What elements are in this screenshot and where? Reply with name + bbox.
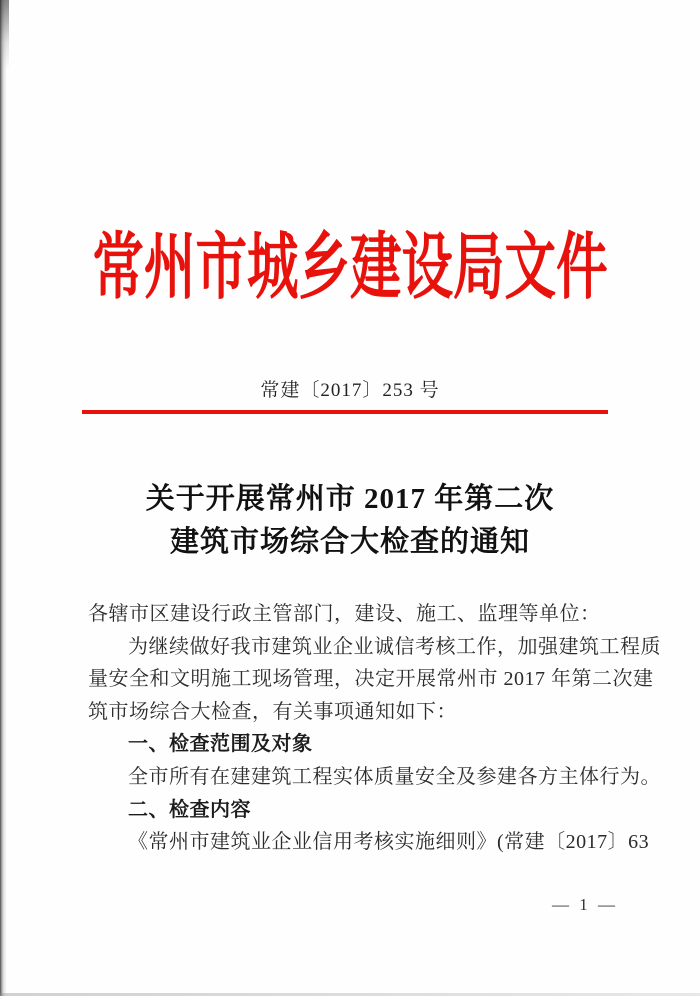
body-line: 为继续做好我市建筑业企业诚信考核工作，加强建筑工程质 (128, 635, 661, 658)
body-line: 《常州市建筑业企业信用考核实施细则》(常建〔2017〕63 (128, 831, 650, 854)
document-title-line-1: 关于开展常州市 2017 年第二次 (145, 483, 555, 515)
section-heading-1: 一、检查范围及对象 (128, 733, 313, 756)
document-title-line-2: 建筑市场综合大检查的通知 (169, 526, 530, 558)
agency-letterhead-title: 常州市城乡建设局文件 (92, 228, 608, 309)
red-divider-rule (82, 410, 608, 414)
salutation-line: 各辖市区建设行政主管部门，建设、施工、监理等单位： (88, 603, 601, 625)
document-title (0, 478, 700, 564)
body-line: 全市所有在建建筑工程实体质量安全及参建各方主体行为。 (128, 765, 661, 788)
document-body (88, 598, 661, 859)
body-line: 筑市场综合大检查，有关事项通知如下： (88, 700, 457, 723)
section-heading-2: 二、检查内容 (128, 798, 251, 821)
document-number: 常建〔2017〕253 号 (260, 380, 440, 401)
body-line: 量安全和文明施工现场管理，决定开展常州市 2017 年第二次建 (88, 668, 654, 691)
page-number: — 1 — (552, 895, 618, 914)
